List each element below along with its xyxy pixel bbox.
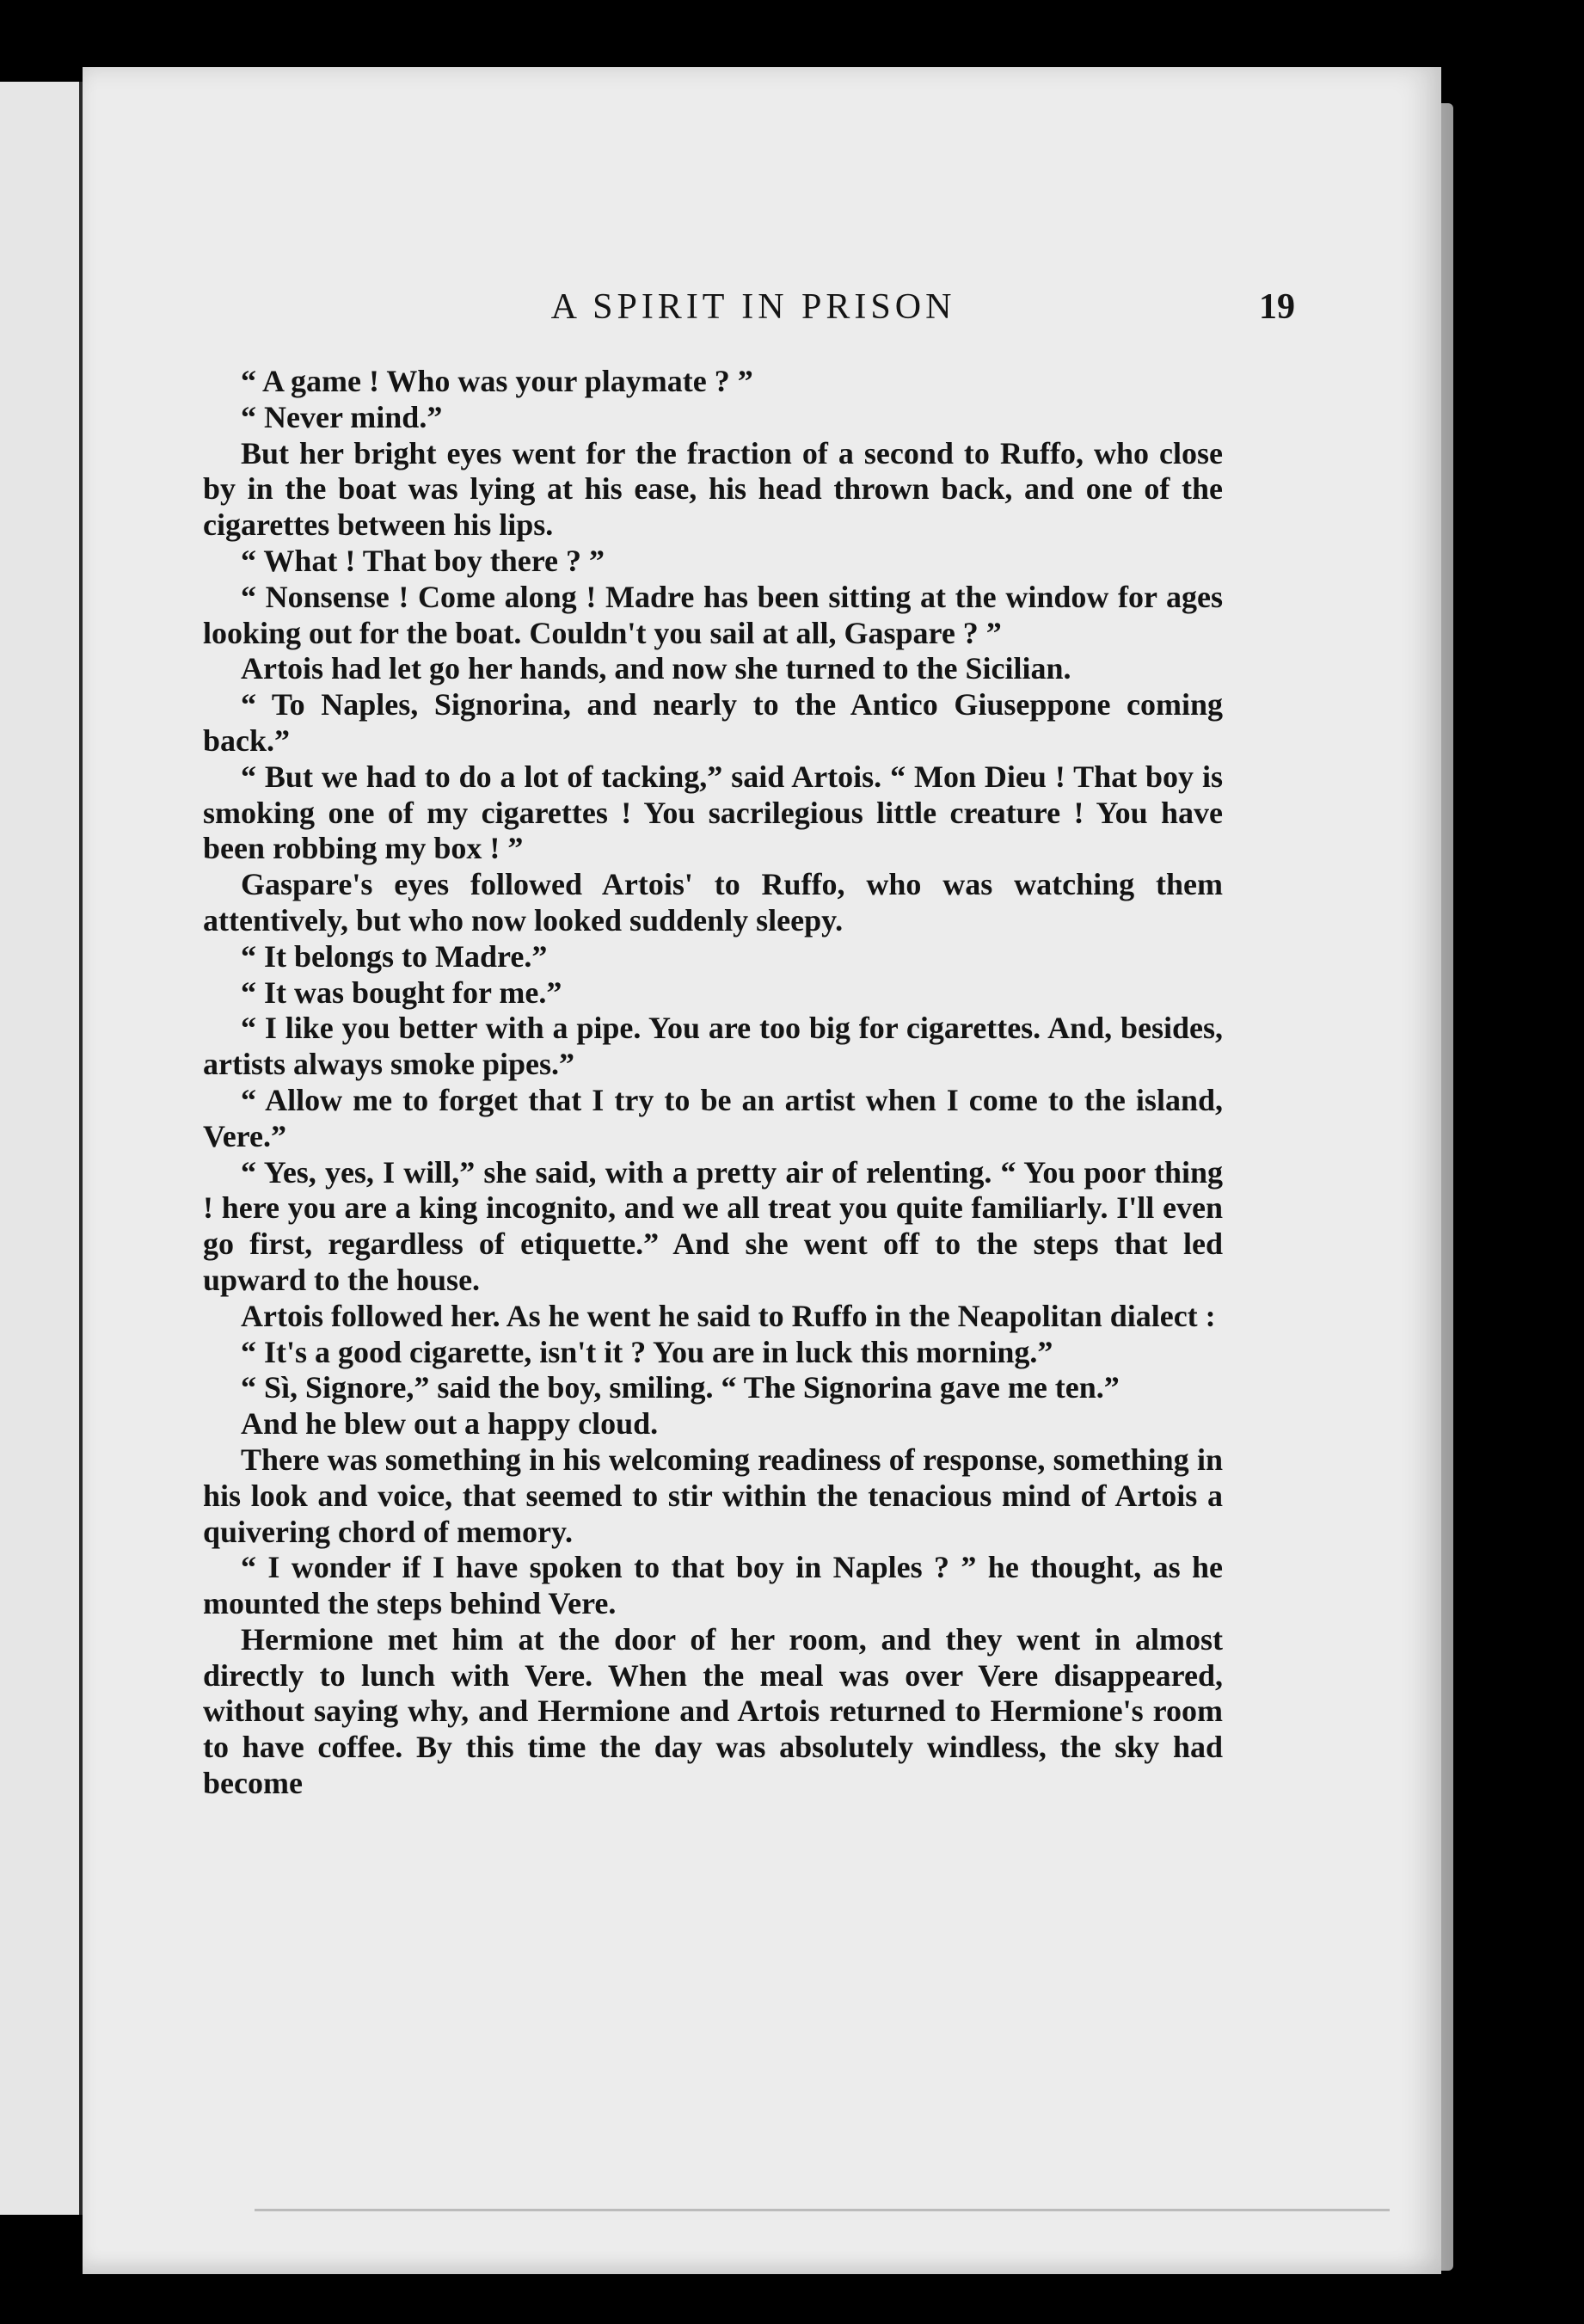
- paragraph: “ Yes, yes, I will,” she said, with a pretty air of relenting. “ You poor thing ! here you are a king incognito, and we all treat you quite familiarly. I'll even go first, regardless of etiquette.” And she went off to the steps that led upward to the house.: [203, 1154, 1223, 1297]
- paragraph: Artois followed her. As he went he said to Ruffo in the Neapolitan dialect :: [241, 1298, 1216, 1333]
- paragraph: “ What ! That boy there ? ”: [241, 543, 605, 578]
- book-page: [83, 67, 1441, 2274]
- page-number: 19: [1259, 287, 1295, 327]
- paragraph: But her bright eyes went for the fraction of a second to Ruffo, who close by in the boat was lying at his ease, his head thrown back, and one of the cigarettes between his lips.: [203, 435, 1223, 543]
- paragraph: There was something in his welcoming readiness of response, something in his look and voice, that seemed to stir within the tenacious mind of Artois a quivering chord of memory.: [203, 1442, 1223, 1549]
- paragraph: “ A game ! Who was your playmate ? ”: [241, 364, 753, 398]
- paragraph: “ I like you better with a pipe. You are too big for cigarettes. And, besides, artists always smoke pipes.”: [203, 1011, 1223, 1082]
- paragraph: “ But we had to do a lot of tacking,” said Artois. “ Mon Dieu ! That boy is smoking one of my cigarettes ! You sacrilegious little creature ! You have been robbing my box ! ”: [203, 759, 1223, 866]
- body-text: [203, 364, 1223, 1802]
- paragraph: Artois had let go her hands, and now she turned to the Sicilian.: [241, 651, 1071, 686]
- paragraph: “ It's a good cigarette, isn't it ? You are in luck this morning.”: [241, 1334, 1053, 1369]
- paragraph: “ I wonder if I have spoken to that boy in Naples ? ” he thought, as he mounted the steps behind Vere.: [203, 1550, 1223, 1621]
- paragraph: “ Sì, Signore,” said the boy, smiling. “ The Signorina gave me ten.”: [241, 1370, 1120, 1405]
- paragraph: Hermione met him at the door of her room, and they went in almost directly to lunch with Vere. When the meal was over Vere disappeared, without saying why, and Hermione and Artois returned to Hermione's room to have coffee. By this time the day was absolutely windless, the sky had become: [203, 1621, 1223, 1801]
- paragraph: “ To Naples, Signorina, and nearly to the Antico Giuseppone coming back.”: [203, 687, 1223, 758]
- paragraph: Gaspare's eyes followed Artois' to Ruffo, who was watching them attentively, but who now looked suddenly sleepy.: [203, 867, 1223, 938]
- paragraph: “ Never mind.”: [241, 399, 443, 434]
- paragraph: “ It was bought for me.”: [241, 974, 562, 1010]
- paragraph: “ Nonsense ! Come along ! Madre has been sitting at the window for ages looking out for the boat. Couldn't you sail at all, Gaspare ? ”: [203, 579, 1223, 650]
- paragraph: “ It belongs to Madre.”: [241, 938, 548, 974]
- running-head-title: A SPIRIT IN PRISON: [550, 287, 956, 327]
- paragraph: “ Allow me to forget that I try to be an artist when I come to the island, Vere.”: [203, 1082, 1223, 1153]
- left-page-edge: [0, 82, 83, 2215]
- running-head: [83, 286, 1390, 338]
- page-bottom-mark: [255, 2209, 1390, 2211]
- paragraph: And he blew out a happy cloud.: [241, 1406, 659, 1442]
